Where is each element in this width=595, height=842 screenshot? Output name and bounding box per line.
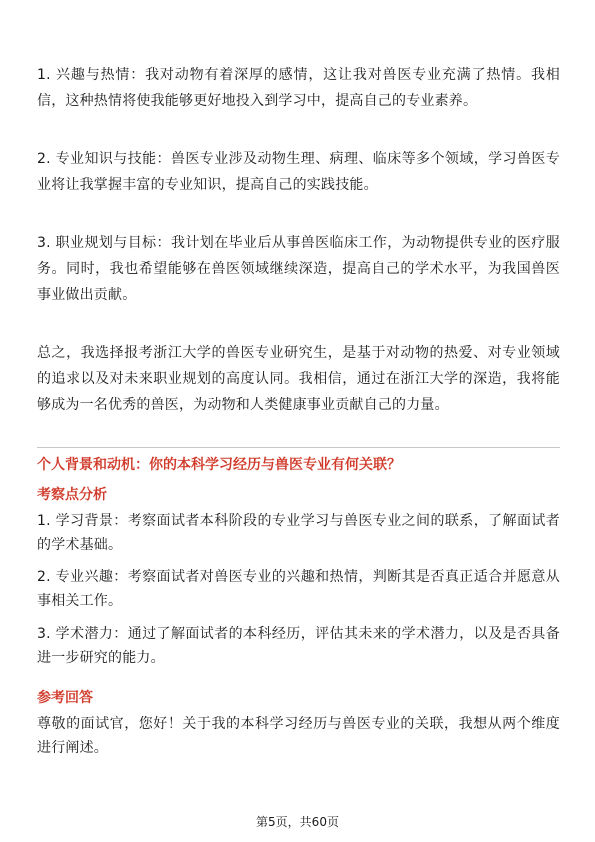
question-title: 个人背景和动机：你的本科学习经历与兽医专业有何关联？ xyxy=(37,457,401,473)
paragraph-summary: 总之，我选择报考浙江大学的兽医专业研究生，是基于对动物的热爱、对专业领域的追求以及对未来职业规划的高度认同。我相信，通过在浙江大学的深造，我将能够成为一名优秀的兽医，为动物和人类健康事业贡献自己的力量。 xyxy=(37,345,560,413)
analysis-item: 1. 学习背景：考察面试者本科阶段的专业学习与兽医专业之间的联系，了解面试者的学术基础。 xyxy=(37,513,560,553)
analysis-item: 3. 学术潜力：通过了解面试者的本科经历，评估其未来的学术潜力，以及是否具备进一步研究的能力。 xyxy=(37,626,560,666)
analysis-heading: 考察点分析 xyxy=(37,487,107,503)
section-divider xyxy=(37,447,560,448)
answer-text: 尊敬的面试官，您好！关于我的本科学习经历与兽医专业的关联，我想从两个维度进行阐述。 xyxy=(37,716,560,756)
answer-heading: 参考回答 xyxy=(37,690,93,706)
paragraph-career: 3. 职业规划与目标：我计划在毕业后从事兽医临床工作，为动物提供专业的医疗服务。同时，我也希望能够在兽医领域继续深造，提高自己的学术水平，为我国兽医事业做出贡献。 xyxy=(37,235,560,303)
page-number: 第5页，共60页 xyxy=(256,815,339,829)
paragraph-knowledge: 2. 专业知识与技能：兽医专业涉及动物生理、病理、临床等多个领域，学习兽医专业将让我掌握丰富的专业知识，提高自己的实践技能。 xyxy=(37,151,560,193)
paragraph-interest: 1. 兴趣与热情：我对动物有着深厚的感情，这让我对兽医专业充满了热情。我相信，这种热情将使我能够更好地投入到学习中，提高自己的专业素养。 xyxy=(37,67,560,109)
analysis-item: 2. 专业兴趣：考察面试者对兽医专业的兴趣和热情，判断其是否真正适合并愿意从事相关工作。 xyxy=(37,569,560,609)
